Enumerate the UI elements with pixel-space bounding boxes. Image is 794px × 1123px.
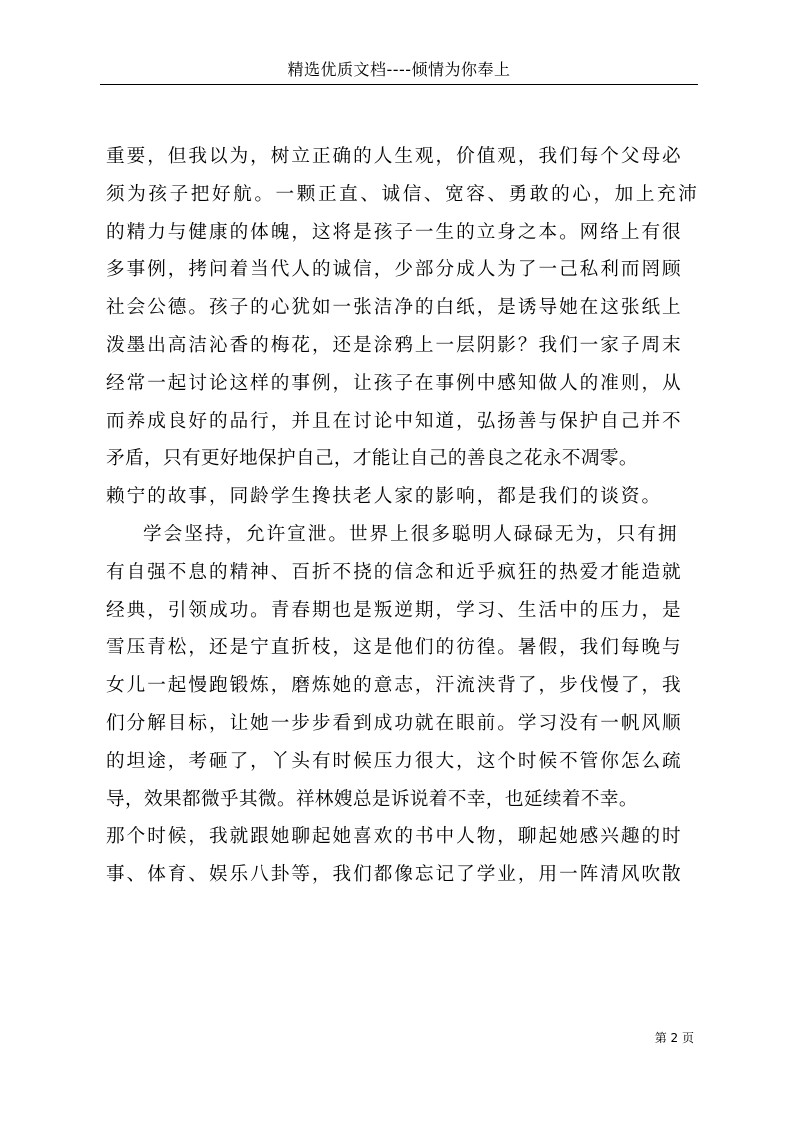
page-header: 精选优质文档----倾情为你奉上 bbox=[287, 60, 511, 79]
paragraph-line: 女儿一起慢跑锻炼，磨炼她的意志，汗流浃背了，步伐慢了，我 bbox=[106, 675, 683, 697]
paragraph-line: 泼墨出高洁沁香的梅花，还是涂鸦上一层阴影？我们一家子周末 bbox=[106, 334, 683, 356]
paragraph-line: 事、体育、娱乐八卦等，我们都像忘记了学业，用一阵清风吹散 bbox=[106, 864, 683, 886]
paragraph-line: 社会公德。孩子的心犹如一张洁净的白纸，是诱导她在这张纸上 bbox=[106, 297, 683, 319]
paragraph-line: 学会坚持，允许宣泄。世界上很多聪明人碌碌无为，只有拥 bbox=[143, 523, 679, 545]
paragraph-line: 须为孩子把好航。一颗正直、诚信、宽容、勇敢的心，加上充沛 bbox=[106, 183, 700, 205]
paragraph-line: 导，效果都微乎其微。祥林嫂总是诉说着不幸，也延续着不幸。 bbox=[106, 788, 638, 810]
paragraph-line: 的精力与健康的体魄，这将是孩子一生的立身之本。网络上有很 bbox=[106, 221, 683, 243]
paragraph-line: 有自强不息的精神、百折不挠的信念和近乎疯狂的热爱才能造就 bbox=[106, 561, 683, 583]
header-divider bbox=[100, 84, 698, 85]
paragraph-line: 经典，引领成功。青春期也是叛逆期，学习、生活中的压力，是 bbox=[106, 599, 683, 621]
paragraph-line: 的坦途，考砸了，丫头有时候压力很大，这个时候不管你怎么疏 bbox=[106, 750, 683, 772]
paragraph-line: 们分解目标，让她一步步看到成功就在眼前。学习没有一帆风顺 bbox=[106, 712, 683, 734]
paragraph-line: 经常一起讨论这样的事例，让孩子在事例中感知做人的准则，从 bbox=[106, 372, 683, 394]
paragraph-line: 赖宁的故事，同龄学生搀扶老人家的影响，都是我们的谈资。 bbox=[106, 486, 663, 508]
paragraph-line: 而养成良好的品行，并且在讨论中知道，弘扬善与保护自己并不 bbox=[106, 410, 683, 432]
document-body bbox=[106, 144, 700, 900]
page-number: 第 2 页 bbox=[654, 1031, 694, 1045]
paragraph-line: 重要，但我以为，树立正确的人生观，价值观，我们每个父母必 bbox=[106, 146, 683, 167]
paragraph-line: 多事例，拷问着当代人的诚信，少部分成人为了一己私利而罔顾 bbox=[106, 259, 683, 281]
paragraph-line: 矛盾，只有更好地保护自己，才能让自己的善良之花永不凋零。 bbox=[106, 448, 638, 470]
paragraph-line: 那个时候，我就跟她聊起她喜欢的书中人物，聊起她感兴趣的时 bbox=[106, 826, 683, 848]
paragraph-line: 雪压青松，还是宁直折枝，这是他们的彷徨。暑假，我们每晚与 bbox=[106, 637, 683, 659]
